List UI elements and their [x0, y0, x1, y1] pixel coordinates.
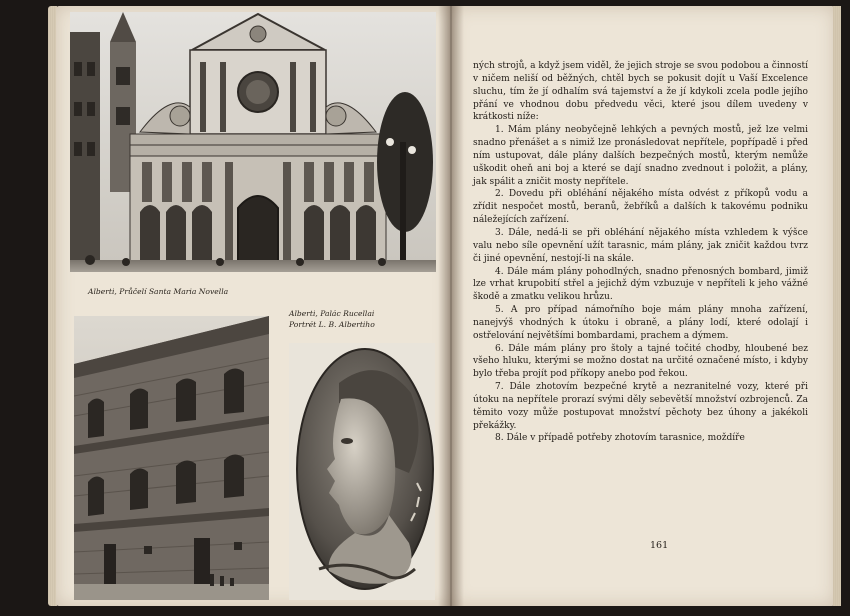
paragraph-1: 1. Mám plány neobyčejně lehkých a pevných mostů, jež lze velmi snadno přenášet a s nimiž lze pronásledovat nepřítele, popřípadě i před ním ustupovat, dále plány dalších bezpečných mostů, kterým nemůže uškodit oheň ani boj a které se dají snadno zvednout i položit, a plány, jak spálit a zničit mosty nepřítele.: [473, 125, 808, 187]
paragraph-intro: ných strojů, a když jsem viděl, že jejich stroje se svou podobou a činností v ničem neliší od běžných, chtěl bych se pokusit dojít u Vaší Excelence sluchu, tím že jí odhalím svá tajemství a že jí kdykoli zcela podle jejího přání ve vhodnou dobu předvedu věci, které jsou dílem uvedeny v krátkosti níže:: [473, 61, 808, 123]
portrait-caption: Portrét L. B. Albertiho: [289, 320, 375, 329]
paragraph-3: 3. Dále, nedá-li se při obléhání nějakého místa vzhledem k výšce valu nebo síle opevnění užít tarasnic, mám plány, jak zničit každou tvrz či jiné opevnění, nestojí-li na skále.: [473, 227, 808, 264]
church-facade-photo: [70, 12, 436, 272]
paragraph-8: 8. Dále v případě potřeby zhotovím tarasnice, moždíře: [495, 433, 745, 444]
church-caption: Alberti, Průčelí Santa Maria Novella: [88, 287, 229, 296]
paragraph-5: 5. A pro případ námořního boje mám plány mnoha zařízení, nanejvýš vhodných k útoku i obraně, a plány lodí, které odolají i ostřelování největšími bombardami, prachem a dýmem.: [473, 305, 808, 341]
paragraph-7: 7. Dále zhotovím bezpečné krytě a nezranitelné vozy, které při útoku na nepřítele prorazí svými děly sebevětší množství ozbrojenců. Za těmito vozy může postupovat množství pěchoty bez úhony a jakékoli překážky.: [473, 382, 808, 431]
portrait-medallion-photo: [289, 343, 435, 600]
paragraph-2: 2. Dovedu při obléhání nějakého místa odvést z příkopů vodu a zřídit nespočet mostů, beranů, žebříků a dalších k takovému podniku náležejících zařízení.: [473, 189, 808, 226]
palace-photo: [74, 316, 269, 600]
paragraph-4: 4. Dále mám plány pohodlných, snadno přenosných bombard, jimiž lze vrhat krupobití střel a jejichž dým vzbuzuje v nepříteli k jeho vážné škodě a zmatku velikou hrůzu.: [473, 266, 808, 303]
book-gutter: [438, 6, 464, 606]
paragraph-6: 6. Dále mám plány pro štoly a tajné točité chodby, hloubené bez všeho hluku, kterými se možno dostat na určité označené místo, i kdyby bylo třeba projít pod příkopy anebo pod řekou.: [473, 343, 808, 380]
body-text: [473, 60, 808, 445]
page-number: 161: [650, 540, 669, 551]
palace-caption: Alberti, Palác Rucellai: [289, 309, 375, 318]
page-stack-right: [833, 6, 841, 606]
